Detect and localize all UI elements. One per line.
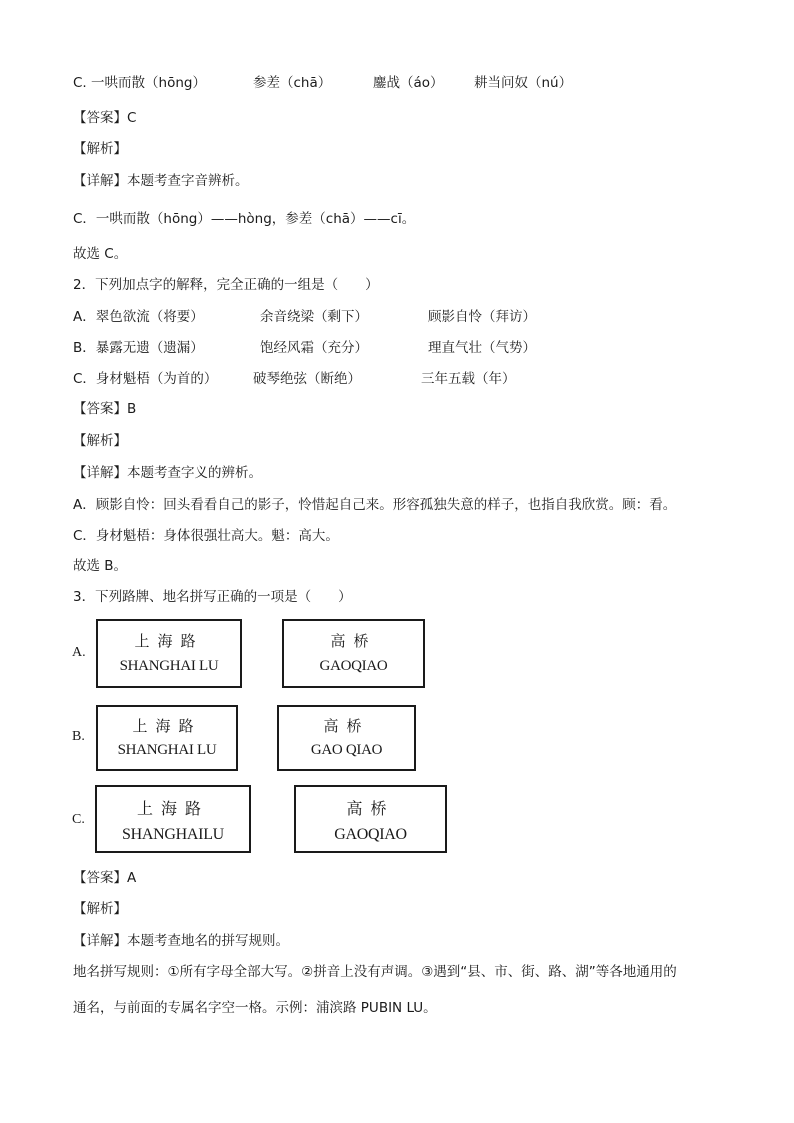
- q3-option-b-road-sign: [96, 705, 238, 771]
- q2-option-a-item-3: 顾影自怜（拜访）: [428, 309, 536, 325]
- q3-rules-line-1: 地名拼写规则：①所有字母全部大写。②拼音上没有声调。③遇到“县、市、街、路、湖”等各地通用的: [73, 964, 677, 980]
- q3-option-c-place-sign-hanzi: 高桥: [346, 799, 395, 818]
- q1-answer: 【答案】C: [73, 110, 137, 126]
- q1-detail: 【详解】本题考查字音辨析。: [73, 173, 249, 189]
- q2-answer: 【答案】B: [73, 401, 137, 417]
- q3-option-a-letter: A.: [72, 645, 86, 660]
- q3-answer: 【答案】A: [73, 870, 137, 886]
- q2-option-c-label: C．身材魁梧（为首的）: [73, 371, 218, 387]
- q3-analysis-heading: 【解析】: [73, 901, 127, 917]
- q3-option-c-letter: C.: [72, 812, 85, 827]
- q3-option-b-place-sign-pinyin: GAO QIAO: [310, 742, 383, 758]
- q3-option-b-place-sign-hanzi: 高桥: [323, 717, 370, 735]
- q3-option-c-road-sign-hanzi: 上海路: [136, 799, 209, 818]
- q3-option-c-place-sign: [294, 785, 447, 853]
- q1-explanation: C．一哄而散（hōng）——hòng，参差（chā）——cī。: [73, 211, 416, 227]
- q2-analysis-heading: 【解析】: [73, 433, 127, 449]
- q2-option-b-item-3: 理直气壮（气势）: [428, 340, 536, 356]
- q2-stem: 2．下列加点字的解释，完全正确的一组是（ ）: [73, 277, 379, 293]
- q2-explanation-a: A．顾影自怜：回头看看自己的影子，怜惜起自己来。形容孤独失意的样子，也指自我欣赏。顾：看。: [73, 497, 677, 513]
- q3-option-a-place-sign-pinyin: GAOQIAO: [319, 658, 388, 674]
- q3-option-a-road-sign-hanzi: 上海路: [134, 632, 204, 650]
- q3-rules-line-2: 通名，与前面的专属名字空一格。示例：浦滨路 PUBIN LU。: [73, 1000, 437, 1016]
- q3-option-c-place-sign-pinyin: GAOQIAO: [334, 826, 407, 843]
- q3-option-a-road-sign: [96, 619, 242, 688]
- q1-conclusion: 故选 C。: [73, 246, 128, 262]
- q3-option-b-road-sign-pinyin: SHANGHAI LU: [117, 742, 217, 758]
- q1-option-c-item-3: 耕当问奴（nú）: [474, 75, 573, 91]
- q3-option-a-road-sign-pinyin: SHANGHAI LU: [119, 658, 219, 674]
- q1-option-c-label: C. 一哄而散（hōng）: [73, 75, 206, 91]
- q2-detail: 【详解】本题考查字义的辨析。: [73, 465, 262, 481]
- q2-option-b-label: B．暴露无遗（遗漏）: [73, 340, 204, 356]
- q3-option-c-road-sign-pinyin: SHANGHAILU: [122, 826, 224, 843]
- q3-option-b-letter: B.: [72, 729, 85, 744]
- q2-option-a-item-2: 余音绕梁（剩下）: [260, 309, 368, 325]
- q1-option-c-item-1: 参差（chā）: [253, 75, 332, 91]
- q2-conclusion: 故选 B。: [73, 558, 128, 574]
- q3-detail: 【详解】本题考查地名的拼写规则。: [73, 933, 289, 949]
- q2-option-a-label: A．翠色欲流（将要）: [73, 309, 204, 325]
- q2-explanation-c: C．身材魁梧：身体很强壮高大。魁：高大。: [73, 528, 339, 544]
- q3-option-c-road-sign: [95, 785, 251, 853]
- q2-option-b-item-2: 饱经风霜（充分）: [260, 340, 368, 356]
- q3-option-a-place-sign-hanzi: 高桥: [330, 632, 377, 650]
- q3-option-b-place-sign: [277, 705, 416, 771]
- q2-option-c-item-3: 三年五载（年）: [421, 371, 516, 387]
- q3-option-b-road-sign-hanzi: 上海路: [132, 717, 202, 735]
- q1-analysis-heading: 【解析】: [73, 141, 127, 157]
- q3-option-a-place-sign: [282, 619, 425, 688]
- q1-option-c-item-2: 鏖战（áo）: [373, 75, 444, 91]
- q3-stem: 3．下列路牌、地名拼写正确的一项是（ ）: [73, 589, 352, 605]
- q2-option-c-item-2: 破琴绝弦（断绝）: [253, 371, 361, 387]
